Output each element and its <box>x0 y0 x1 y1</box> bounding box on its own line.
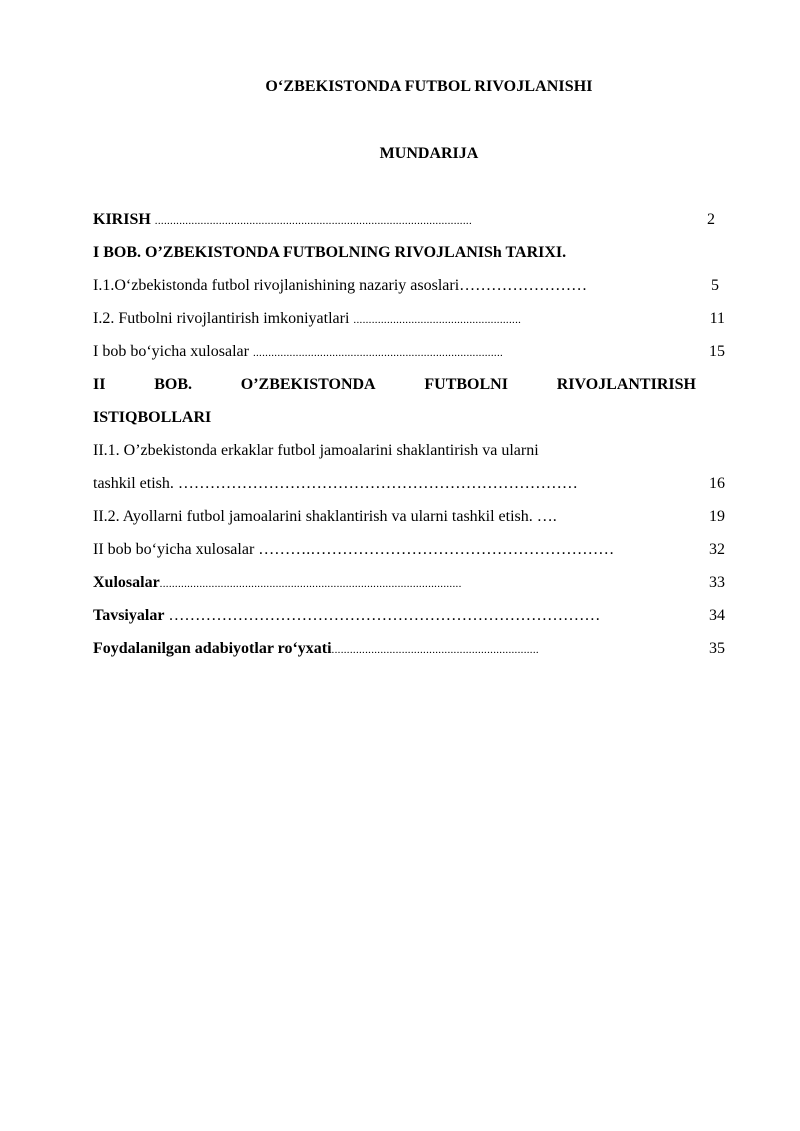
toc-leader-dots: .................................................................... <box>331 644 539 656</box>
toc-chapter-1 <box>93 240 725 273</box>
toc-entry-1-conclusion <box>93 339 725 372</box>
toc-leader-dots: ……………………………………………………………………… <box>168 607 601 624</box>
toc-page-number: 34 <box>709 607 725 624</box>
toc-chapter-2-continued <box>93 405 725 438</box>
toc-entry-2-2 <box>93 504 725 537</box>
toc-page-number: 35 <box>709 640 725 657</box>
toc-page-number: 15 <box>709 343 725 360</box>
toc-chapter-label: ISTIQBOLLARI <box>93 409 212 426</box>
toc-entry-label: tashkil etish. <box>93 475 174 492</box>
toc-page-number: 5 <box>711 277 719 294</box>
toc-entry-label: I bob bo‘yicha xulosalar <box>93 343 249 360</box>
document-title: O‘ZBEKISTONDA FUTBOL RIVOJLANISHI <box>265 78 593 95</box>
toc-chapter-word: II <box>93 376 106 393</box>
toc-chapter-word: RIVOJLANTIRISH <box>556 376 696 393</box>
toc-entry-label: II.1. O’zbekistonda erkaklar futbol jamoalarini shaklantirish va ularni <box>93 442 539 459</box>
toc-leader-dots: ………………………………………………………………… <box>177 475 578 492</box>
toc-entry-label: II bob bo‘yicha xulosalar <box>93 541 255 558</box>
toc-page-number: 2 <box>707 211 715 228</box>
toc-entry-1-1 <box>93 273 725 306</box>
toc-entry-1-2 <box>93 306 725 339</box>
toc-entry-label: KIRISH <box>93 211 151 228</box>
toc-entry-kirish <box>93 207 725 240</box>
toc-leader-dots: ....................................................... <box>353 314 522 326</box>
toc-chapter-word: O’ZBEKISTONDA <box>240 376 376 393</box>
toc-entry-xulosalar <box>93 570 725 603</box>
toc-page-number: 32 <box>709 541 725 558</box>
toc-leader-dots: ................................................................................................... <box>159 578 462 590</box>
toc-leader-dots: ........................................................................................................ <box>154 215 472 227</box>
toc-entry-tavsiyalar <box>93 603 725 636</box>
toc-page-number: 33 <box>709 574 725 591</box>
toc-entry-2-1-line2 <box>93 471 725 504</box>
toc-chapter-label: I BOB. O’ZBEKISTONDA FUTBOLNING RIVOJLANISh TARIXI. <box>93 244 567 261</box>
toc-chapter-word: FUTBOLNI <box>424 376 508 393</box>
table-of-contents <box>93 207 725 669</box>
toc-chapter-word: BOB. <box>154 376 192 393</box>
toc-entry-label: Tavsiyalar <box>93 607 165 624</box>
toc-leader-dots: …………………… <box>459 277 588 294</box>
toc-chapter-2 <box>93 372 696 405</box>
toc-page-number: 19 <box>709 508 725 525</box>
toc-entry-label: I.1.O‘zbekistonda futbol rivojlanishining nazariy asoslari <box>93 277 460 294</box>
toc-entry-label: Foydalanilgan adabiyotlar ro‘yxati <box>93 640 332 657</box>
toc-entry-adabiyotlar <box>93 636 725 669</box>
toc-entry-label: Xulosalar <box>93 574 160 591</box>
toc-leader-dots: ……….………………………………………………… <box>258 541 615 558</box>
toc-page-number: 11 <box>709 310 725 327</box>
toc-entry-2-1-line1 <box>93 438 725 471</box>
toc-entry-label: I.2. Futbolni rivojlantirish imkoniyatlari <box>93 310 350 327</box>
toc-entry-2-conclusion <box>93 537 725 570</box>
toc-leader-dots: …. <box>536 508 557 525</box>
toc-page-number: 16 <box>709 475 725 492</box>
toc-entry-label: II.2. Ayollarni futbol jamoalarini shaklantirish va ularni tashkil etish. <box>93 508 533 525</box>
toc-leader-dots: .................................................................................. <box>252 347 504 359</box>
toc-heading: MUNDARIJA <box>379 145 479 162</box>
